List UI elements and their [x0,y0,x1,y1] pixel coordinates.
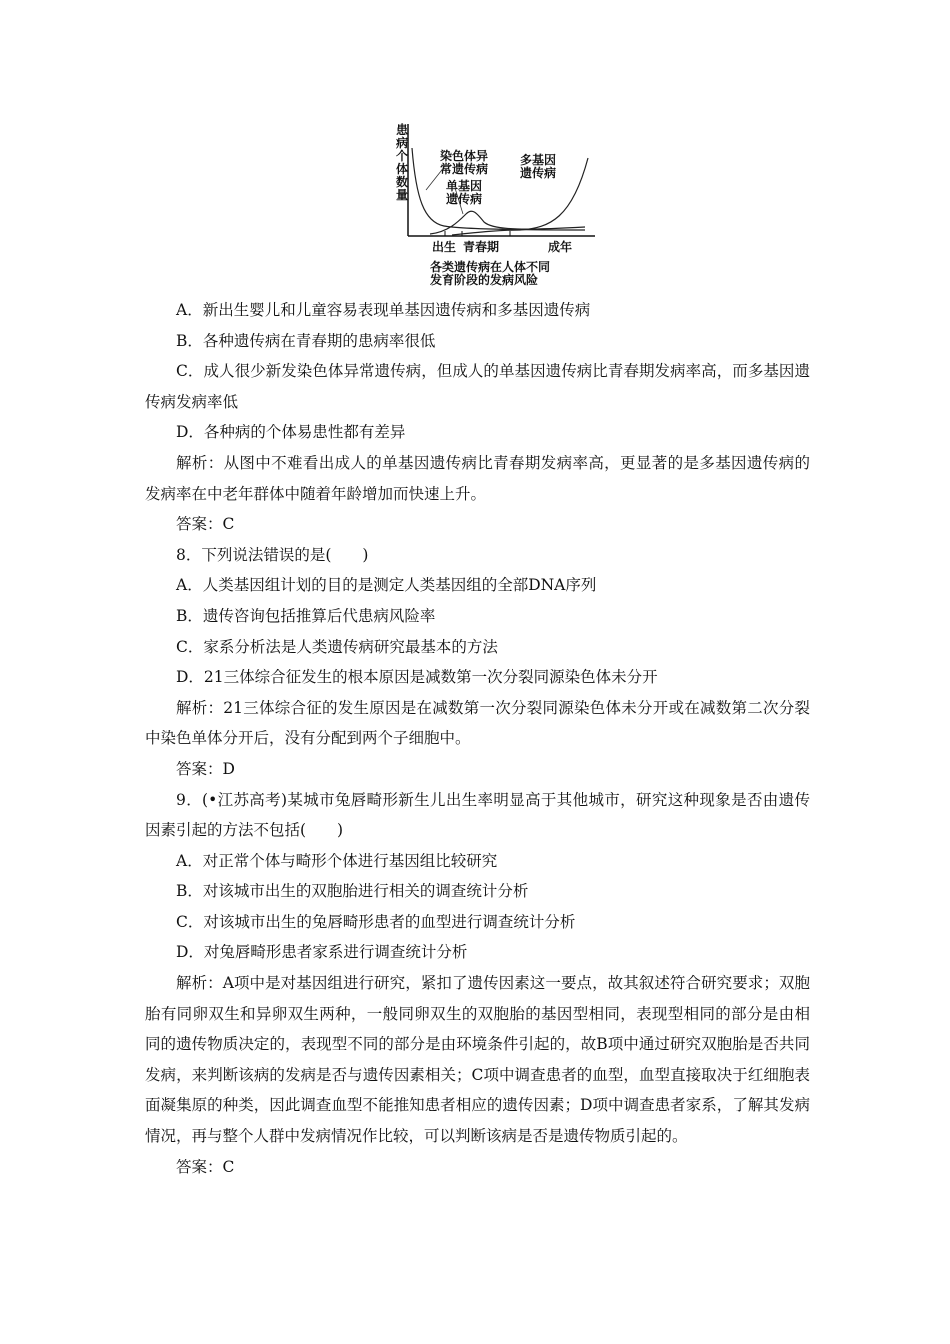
q9-option-d: D．对兔唇畸形患者家系进行调查统计分析 [176,943,468,962]
chromosomal-label-line1: 染色体异 [440,149,489,163]
q7-option-b: B．各种遗传病在青春期的患病率很低 [176,331,436,350]
q9-option-a: A．对正常个体与畸形个体进行基因组比较研究 [176,851,498,870]
multi-gene-label-line2: 遗传病 [520,166,557,180]
single-gene-label-line2: 遗传病 [446,192,483,206]
q7-option-d: D．各种病的个体易患性都有差异 [176,423,406,442]
q7-option-a: A．新出生婴儿和儿童容易表现单基因遗传病和多基因遗传病 [176,301,591,319]
q7-analysis: 解析：从图中不难看出成人的单基因遗传病比青春期发病率高，更显著的是多基因遗传病的发病率在中老年群体中随着年龄增加而快速上升。 [145,453,810,503]
q9-option-b: B．对该城市出生的双胞胎进行相关的调查统计分析 [176,882,529,901]
q9-stem: 9．(•江苏高考)某城市兔唇畸形新生儿出生率明显高于其他城市，研究这种现象是否由遗传因素引起的方法不包括( ) [145,790,810,840]
single-gene-label-line1: 单基因 [446,179,483,193]
q8-stem: 8．下列说法错误的是( ) [176,545,369,564]
figure-caption-line2: 发育阶段的发病风险 [430,273,539,287]
genetic-disease-risk-figure [360,118,620,298]
multi-gene-label-line1: 多基因 [520,153,557,167]
q9-answer: 答案：C [176,1157,235,1176]
q9-analysis: 解析：A项中是对基因组进行研究，紧扣了遗传因素这一要点，故其叙述符合研究要求；双胞胎有同卵双生和异卵双生两种，一般同卵双生的双胞胎的基因型相同，表现型相同的部分是由相同的遗传物质决定的，表现型不同的部分是由环境条件引起的，故B项中通过研究双胞胎是否共同发病，来判断该病的发病是否与遗传因素相关；C项中调查患者的血型，血型直接取决于红细胞表面凝集原的种类，因此调查血型不能推知患者相应的遗传因素；D项中调查患者家系，了解其发病情况，再与整个人群中发病情况作比较，可以判断该病是否是遗传物质引起的。 [145,974,810,1146]
y-axis-label: 患病个体数量 [396,123,409,202]
q7-answer: 答案：C [176,515,235,534]
question-content [145,295,810,1182]
q8-analysis: 解析：21三体综合征的发生原因是在减数第一次分裂同源染色体未分开或在减数第二次分裂中染色单体分开后，没有分配到两个子细胞中。 [145,698,810,748]
chromosomal-label-line2: 常遗传病 [440,162,489,176]
x-tick-puberty: 青春期 [463,240,500,254]
x-tick-adult: 成年 [548,240,573,254]
q8-option-a: A．人类基因组计划的目的是测定人类基因组的全部DNA序列 [176,576,597,595]
q7-option-c: C．成人很少新发染色体异常遗传病，但成人的单基因遗传病比青春期发病率高，而多基因遗传病发病率低 [145,362,810,411]
q8-answer: 答案：D [176,759,235,778]
q8-option-b: B．遗传咨询包括推算后代患病风险率 [176,606,436,625]
x-tick-birth: 出生 [432,240,457,254]
q8-option-d: D．21三体综合征发生的根本原因是减数第一次分裂同源染色体未分开 [176,668,658,687]
chromosomal-curve [412,148,585,230]
q9-option-c: C．对该城市出生的兔唇畸形患者的血型进行调查统计分析 [176,912,576,931]
q8-option-c: C．家系分析法是人类遗传病研究最基本的方法 [176,637,498,656]
figure-caption-line1: 各类遗传病在人体不同 [430,260,551,274]
